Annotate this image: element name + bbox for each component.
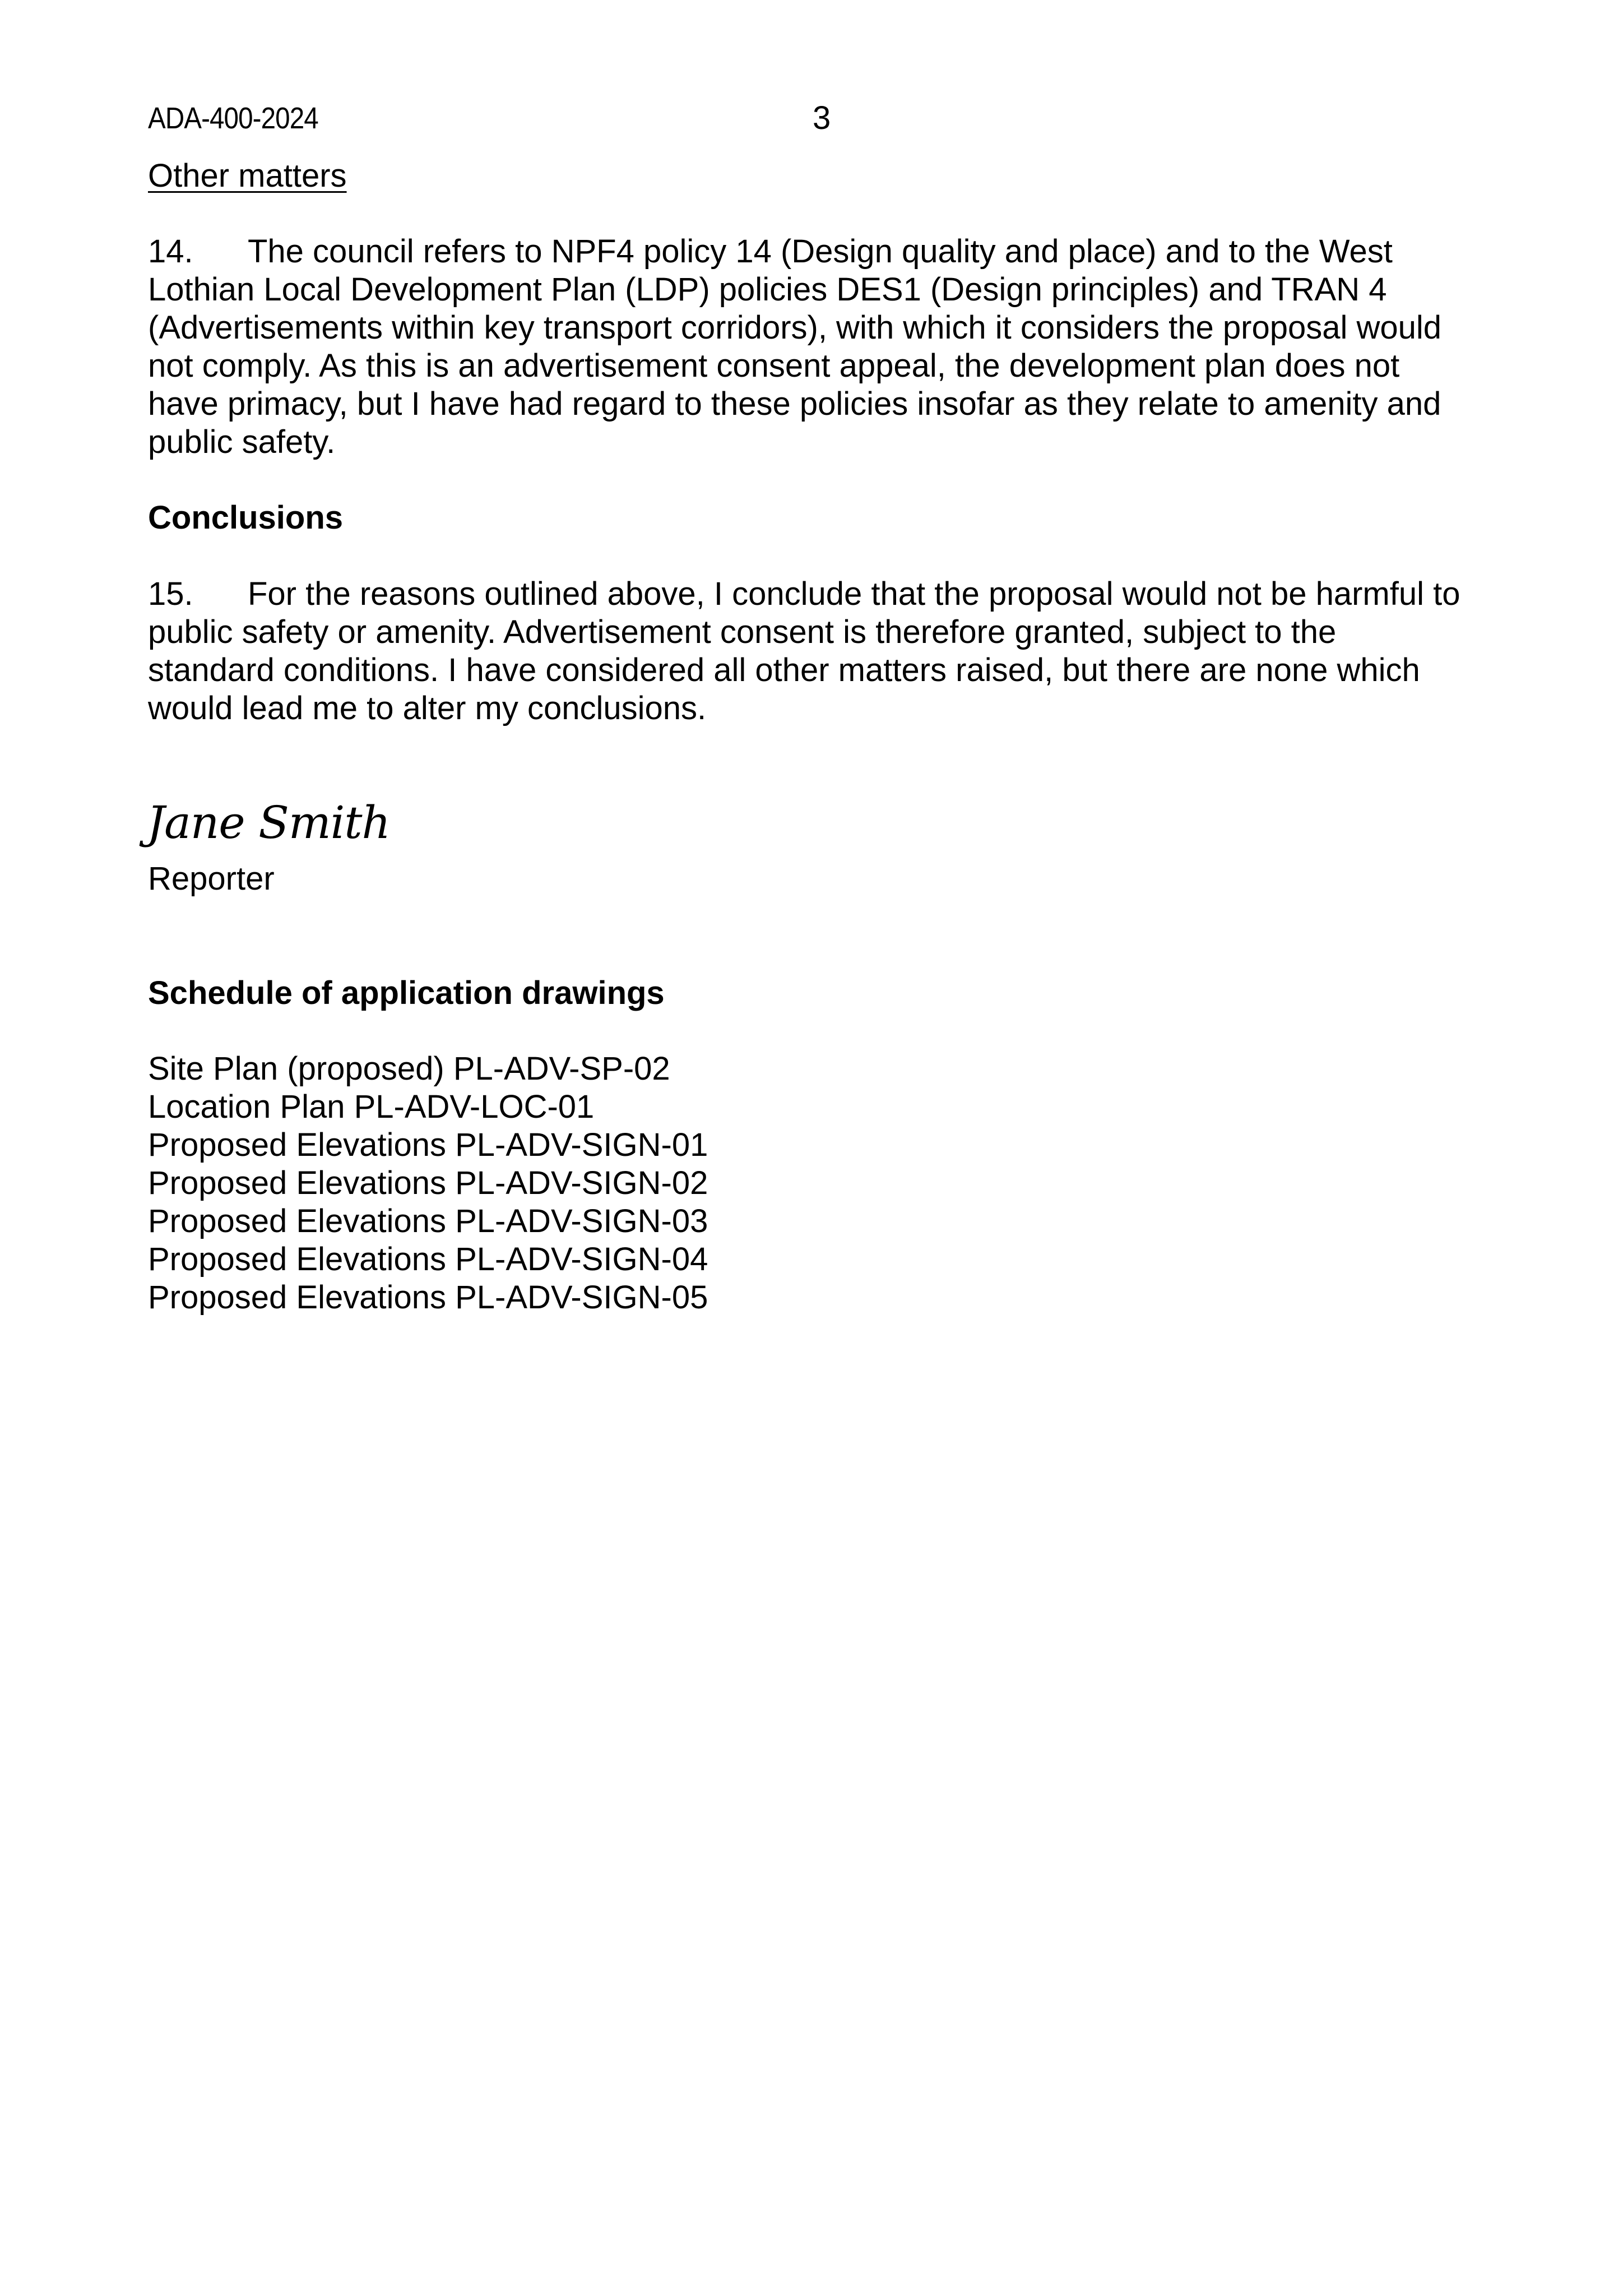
list-item: Proposed Elevations PL-ADV-SIGN-01 (148, 1127, 708, 1163)
signature: Jane Smith (147, 797, 390, 849)
list-item: Proposed Elevations PL-ADV-SIGN-05 (148, 1279, 708, 1316)
other-matters-heading: Other matters (148, 158, 347, 194)
list-item: Proposed Elevations PL-ADV-SIGN-02 (148, 1165, 708, 1201)
list-item: Site Plan (proposed) PL-ADV-SP-02 (148, 1050, 670, 1087)
schedule-heading: Schedule of application drawings (148, 975, 665, 1011)
paragraph-line: have primacy, but I have had regard to these policies insofar as they relate to amenity and (148, 386, 1441, 422)
paragraph-line: not comply. As this is an advertisement consent appeal, the development plan does not (148, 348, 1400, 384)
paragraph-line (148, 575, 1515, 613)
paragraph-line: Lothian Local Development Plan (LDP) policies DES1 (Design principles) and TRAN 4 (148, 271, 1387, 308)
paragraph-15 (148, 575, 1515, 728)
list-item: Location Plan PL-ADV-LOC-01 (148, 1089, 595, 1125)
paragraph-line (148, 233, 1515, 271)
conclusions-heading: Conclusions (148, 499, 344, 536)
paragraph-number: 15. (148, 576, 193, 612)
paragraph-text: The council refers to NPF4 policy 14 (Design quality and place) and to the West (248, 233, 1393, 270)
paragraph-text: For the reasons outlined above, I conclude that the proposal would not be harmful to (248, 576, 1460, 612)
paragraph-line: standard conditions. I have considered all other matters raised, but there are none which (148, 652, 1420, 688)
page-number: 3 (813, 100, 831, 136)
paragraph-line: would lead me to alter my conclusions. (148, 690, 707, 726)
case-reference: ADA-400-2024 (148, 101, 318, 135)
paragraph-line: (Advertisements within key transport corridors), with which it considers the proposal would (148, 309, 1442, 346)
drawings-list (148, 1050, 1515, 1317)
paragraph-line: public safety or amenity. Advertisement consent is therefore granted, subject to the (148, 614, 1337, 650)
list-item: Proposed Elevations PL-ADV-SIGN-03 (148, 1203, 708, 1239)
paragraph-line: public safety. (148, 424, 336, 460)
paragraph-14 (148, 233, 1515, 461)
paragraph-number: 14. (148, 233, 193, 270)
signatory-role: Reporter (148, 860, 275, 897)
list-item: Proposed Elevations PL-ADV-SIGN-04 (148, 1241, 708, 1277)
